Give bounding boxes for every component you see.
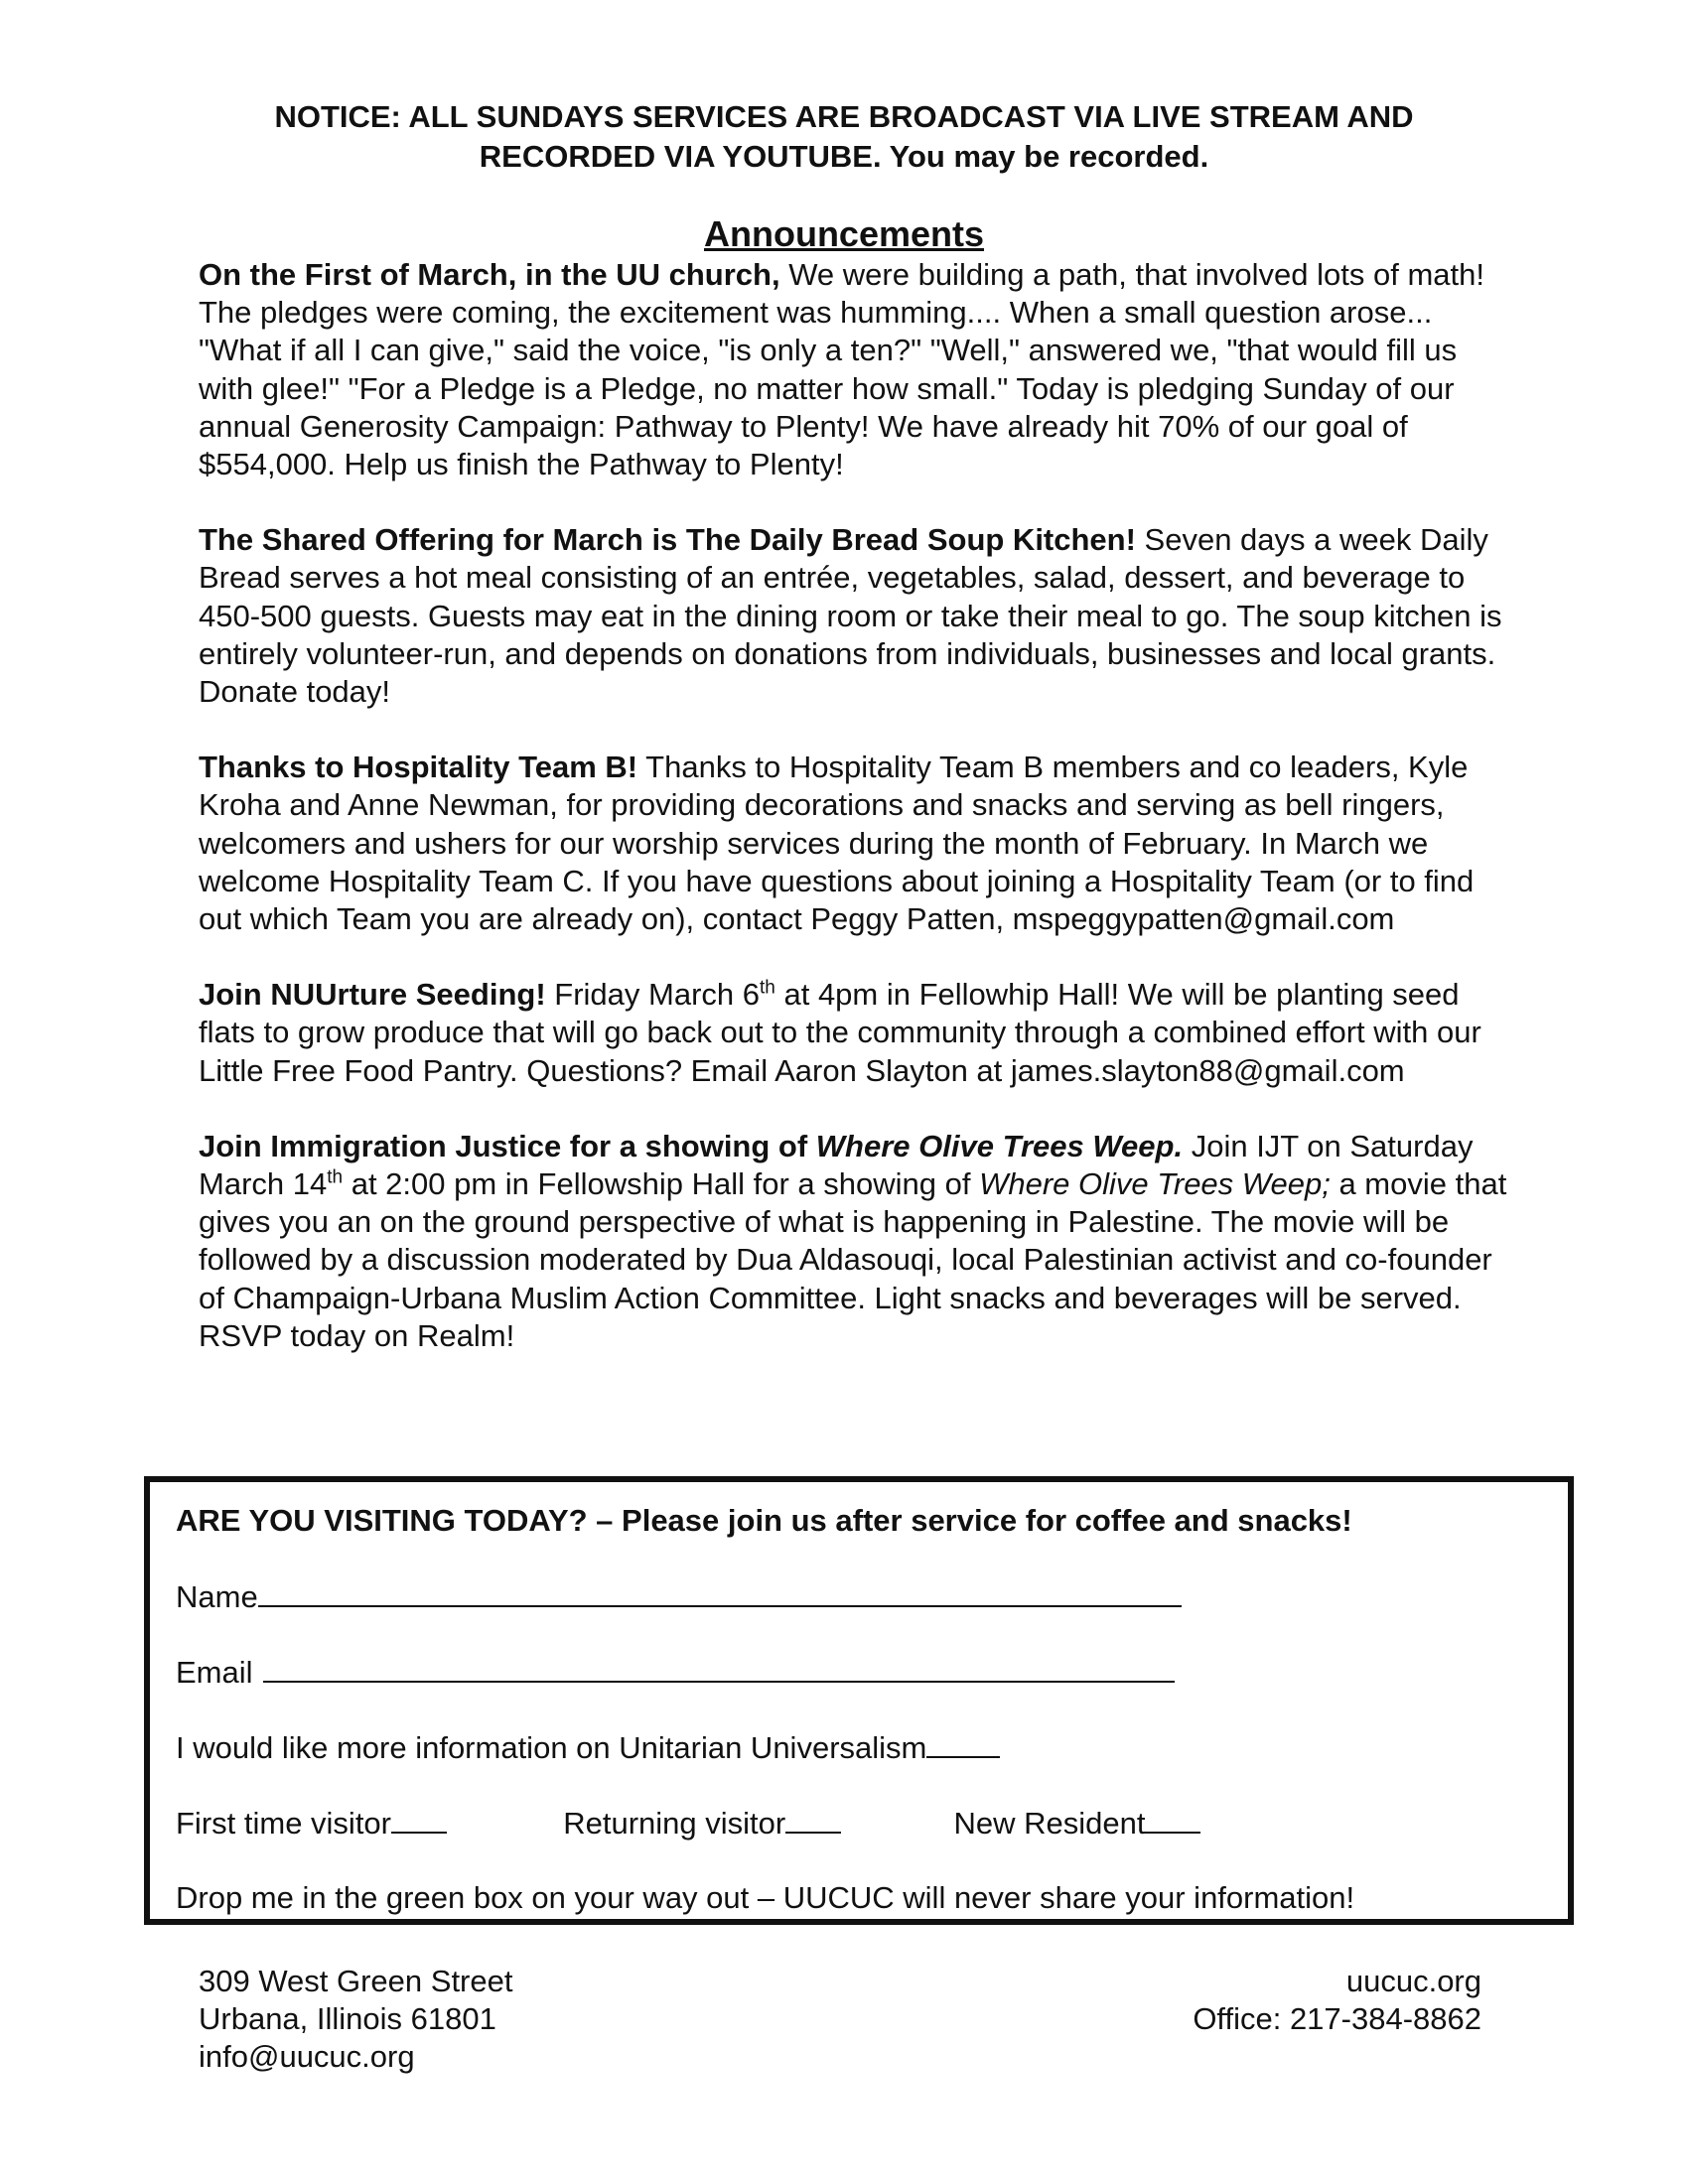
- announcement-body: Seven days a week Daily Bread serves a hot meal consisting of an entrée, vegetables, salad, dessert, and beverage to 450-500 guests. Guests may eat in the dining room or take their meal to go. The soup kitchen is entirely volunteer-run, and depends on donations from individuals, businesses and local grants. Donate today!: [199, 522, 1502, 710]
- email-field[interactable]: [263, 1653, 1175, 1683]
- name-row: [176, 1577, 1182, 1616]
- more-info-label: I would like more information on Unitarian Universalism: [176, 1730, 927, 1765]
- address-street: 309 West Green Street: [199, 1964, 513, 1998]
- announcement-shared-offering: [199, 521, 1509, 711]
- announcements-list: [199, 256, 1509, 1393]
- name-label: Name: [176, 1579, 258, 1614]
- announcement-body: Join IJT on Saturday March 14: [199, 1128, 1474, 1202]
- announcements-heading: Announcements: [703, 213, 985, 254]
- more-info-row: [176, 1728, 1000, 1767]
- returning-blank[interactable]: [785, 1804, 841, 1834]
- announcement-body: Friday March 6: [545, 977, 760, 1013]
- movie-title: Where Olive Trees Weep;: [979, 1166, 1331, 1202]
- new-resident-label: New Resident: [953, 1806, 1146, 1841]
- announcement-pledging: [199, 256, 1509, 483]
- announcement-lead-italic: Where Olive Trees Weep.: [815, 1128, 1184, 1163]
- visitor-form-title: ARE YOU VISITING TODAY? – Please join us after service for coffee and snacks!: [176, 1503, 1352, 1538]
- footer-address: [199, 1963, 512, 2076]
- returning-label: Returning visitor: [563, 1806, 786, 1841]
- email-label: Email: [176, 1655, 253, 1690]
- announcement-hospitality: [199, 749, 1509, 938]
- announcement-body: at 2:00 pm in Fellowship Hall for a showing of: [343, 1166, 980, 1202]
- address-city: Urbana, Illinois 61801: [199, 2001, 496, 2036]
- footer-email: info@uucuc.org: [199, 2039, 415, 2074]
- announcement-body: at 4pm in Fellowhip Hall! We will be planting seed flats to grow produce that will go back out to the community through a combined effort with our Little Free Food Pantry. Questions? Email Aaron Slayton at james.slayton88@gmail.com: [199, 977, 1481, 1088]
- first-time-blank[interactable]: [391, 1804, 447, 1834]
- notice-line-2: RECORDED VIA YOUTUBE. You may be recorded.: [479, 139, 1209, 174]
- announcement-lead: Join NUUrture Seeding!: [199, 977, 546, 1013]
- first-time-label: First time visitor: [176, 1806, 391, 1841]
- announcement-lead: The Shared Offering for March is The Daily Bread Soup Kitchen!: [199, 522, 1136, 558]
- announcement-immigration-justice: [199, 1128, 1509, 1355]
- footer-office-phone: Office: 217-384-8862: [1193, 2001, 1481, 2036]
- notice-line-1: NOTICE: ALL SUNDAYS SERVICES ARE BROADCAST VIA LIVE STREAM AND: [274, 99, 1414, 134]
- announcement-lead: Thanks to Hospitality Team B!: [199, 750, 638, 785]
- footer-contact: [1193, 1963, 1481, 2038]
- name-field[interactable]: [258, 1577, 1182, 1607]
- ordinal-suffix: th: [327, 1166, 344, 1188]
- new-resident-blank[interactable]: [1145, 1804, 1200, 1834]
- announcement-nuurture: [199, 976, 1509, 1090]
- announcement-lead: On the First of March, in the UU church,: [199, 257, 780, 292]
- more-info-blank[interactable]: [926, 1728, 1000, 1758]
- email-row: [176, 1653, 1175, 1692]
- announcement-lead: Join Immigration Justice for a showing of: [199, 1128, 816, 1163]
- visitor-type-row: [176, 1804, 1200, 1843]
- ordinal-suffix: th: [760, 977, 775, 999]
- announcement-body: Thanks to Hospitality Team B members and co leaders, Kyle Kroha and Anne Newman, for providing decorations and snacks and serving as bell ringers, welcomers and ushers for our worship services during the month of February. In March we welcome Hospitality Team C. If you have questions about joining a Hospitality Team (or to find out which Team you are already on), contact Peggy Patten, mspeggypatten@gmail.com: [199, 750, 1475, 937]
- broadcast-notice: [139, 97, 1549, 177]
- announcement-body: We were building a path, that involved lots of math! The pledges were coming, the excitement was humming.... When a small question arose... "What if all I can give," said the voice, "is only a ten?" "Well," answered we, "that would fill us with glee!" "For a Pledge is a Pledge, no matter how small." Today is pledging Sunday of our annual Generosity Campaign: Pathway to Plenty! We have already hit 70% of our goal of $554,000. Help us finish the Pathway to Plenty!: [199, 257, 1484, 482]
- footer-website: uucuc.org: [1345, 1964, 1481, 1998]
- announcement-body: a movie that gives you an on the ground perspective of what is happening in Palestine. The movie will be followed by a discussion moderated by Dua Aldasouqi, local Palestinian activist and co-founder of Champaign-Urbana Muslim Action Committee. Light snacks and beverages will be served. RSVP today on Realm!: [199, 1166, 1507, 1353]
- visitor-form: [144, 1476, 1574, 1925]
- drop-note: Drop me in the green box on your way out – UUCUC will never share your information!: [176, 1880, 1355, 1915]
